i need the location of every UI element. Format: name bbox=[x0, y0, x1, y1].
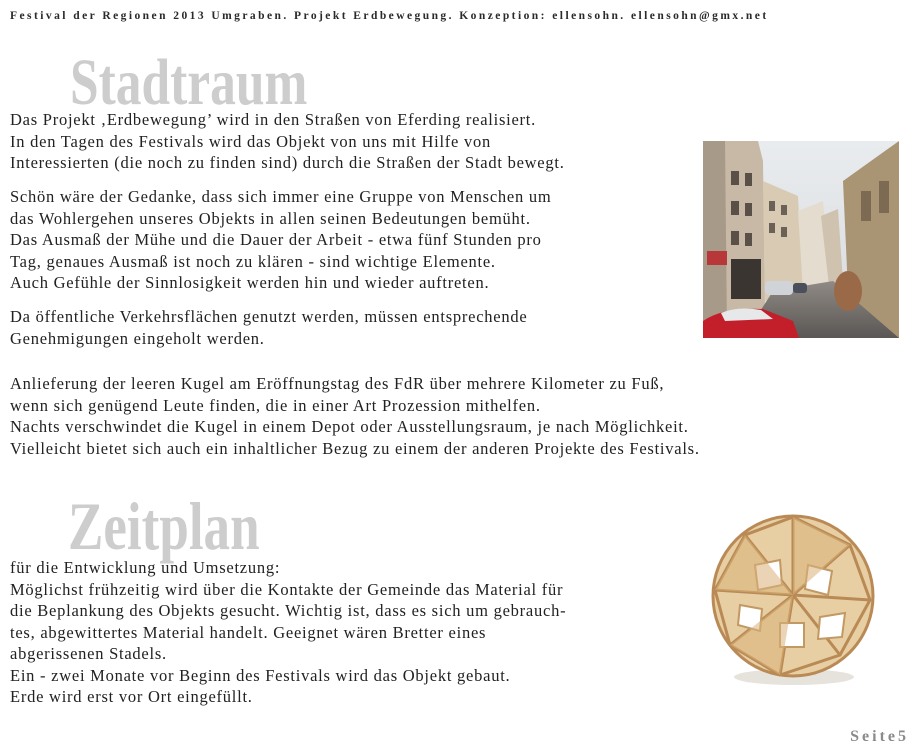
paragraph-realisation bbox=[10, 109, 565, 174]
section-heading-zeitplan: Zeitplan bbox=[68, 488, 260, 564]
text-line: die Beplankung des Objekts gesucht. Wichtig ist, dass es sich um gebrauch- bbox=[10, 601, 567, 620]
section-heading-stadtraum: Stadtraum bbox=[70, 46, 308, 119]
text-line: Interessierten (die noch zu finden sind) durch die Straßen der Stadt bewegt. bbox=[10, 153, 565, 172]
text-line: wenn sich genügend Leute finden, die in einer Art Prozession mithelfen. bbox=[10, 395, 541, 415]
page-number: Seite5 bbox=[850, 728, 909, 745]
text-line: Auch Gefühle der Sinnlosigkeit werden hin und wieder auftreten. bbox=[10, 273, 490, 292]
paragraph-delivery bbox=[10, 373, 700, 459]
text-line: das Wohlergehen unseres Objekts in allen seinen Bedeutungen bemüht. bbox=[10, 208, 531, 228]
paragraph-schedule bbox=[10, 557, 566, 708]
text-line: Erde wird erst vor Ort eingefüllt. bbox=[10, 687, 253, 706]
street-photo bbox=[703, 141, 899, 338]
text-line: Das Projekt ‚Erdbewegung’ wird in den Straßen von Eferding realisiert. bbox=[10, 110, 536, 129]
wooden-sphere-model-photo bbox=[700, 505, 886, 687]
text-line: abgerissenen Stadels. bbox=[10, 644, 167, 663]
paragraph-permits bbox=[10, 306, 527, 349]
text-line: Vielleicht bietet sich auch ein inhaltlicher Bezug zu einem der anderen Projekte des Festivals. bbox=[10, 438, 700, 458]
text-line: Genehmigungen eingeholt werden. bbox=[10, 328, 265, 348]
text-line: Da öffentliche Verkehrsflächen genutzt werden, müssen entsprechende bbox=[10, 307, 528, 326]
text-line: Ein - zwei Monate vor Beginn des Festivals wird das Objekt gebaut. bbox=[10, 665, 511, 685]
text-line: Schön wäre der Gedanke, dass sich immer eine Gruppe von Menschen um bbox=[10, 187, 552, 206]
text-line: Möglichst frühzeitig wird über die Kontakte der Gemeinde das Material für bbox=[10, 579, 564, 599]
text-line: In den Tagen des Festivals wird das Objekt von uns mit Hilfe von bbox=[10, 131, 491, 151]
text-line: tes, abgewittertes Material handelt. Geeignet wären Bretter eines bbox=[10, 622, 487, 642]
paragraph-group-effort bbox=[10, 186, 551, 294]
document-header: Festival der Regionen 2013 Umgraben. Projekt Erdbewegung. Konzeption: ellensohn. ellensohn@gmx.net bbox=[10, 10, 769, 22]
text-line: Das Ausmaß der Mühe und die Dauer der Arbeit - etwa fünf Stunden pro bbox=[10, 230, 542, 249]
text-line: für die Entwicklung und Umsetzung: bbox=[10, 558, 281, 577]
text-line: Nachts verschwindet die Kugel in einem Depot oder Ausstellungsraum, je nach Möglichkeit. bbox=[10, 417, 689, 436]
text-line: Anlieferung der leeren Kugel am Eröffnungstag des FdR über mehrere Kilometer zu Fuß, bbox=[10, 374, 665, 393]
text-line: Tag, genaues Ausmaß ist noch zu klären - sind wichtige Elemente. bbox=[10, 251, 496, 271]
